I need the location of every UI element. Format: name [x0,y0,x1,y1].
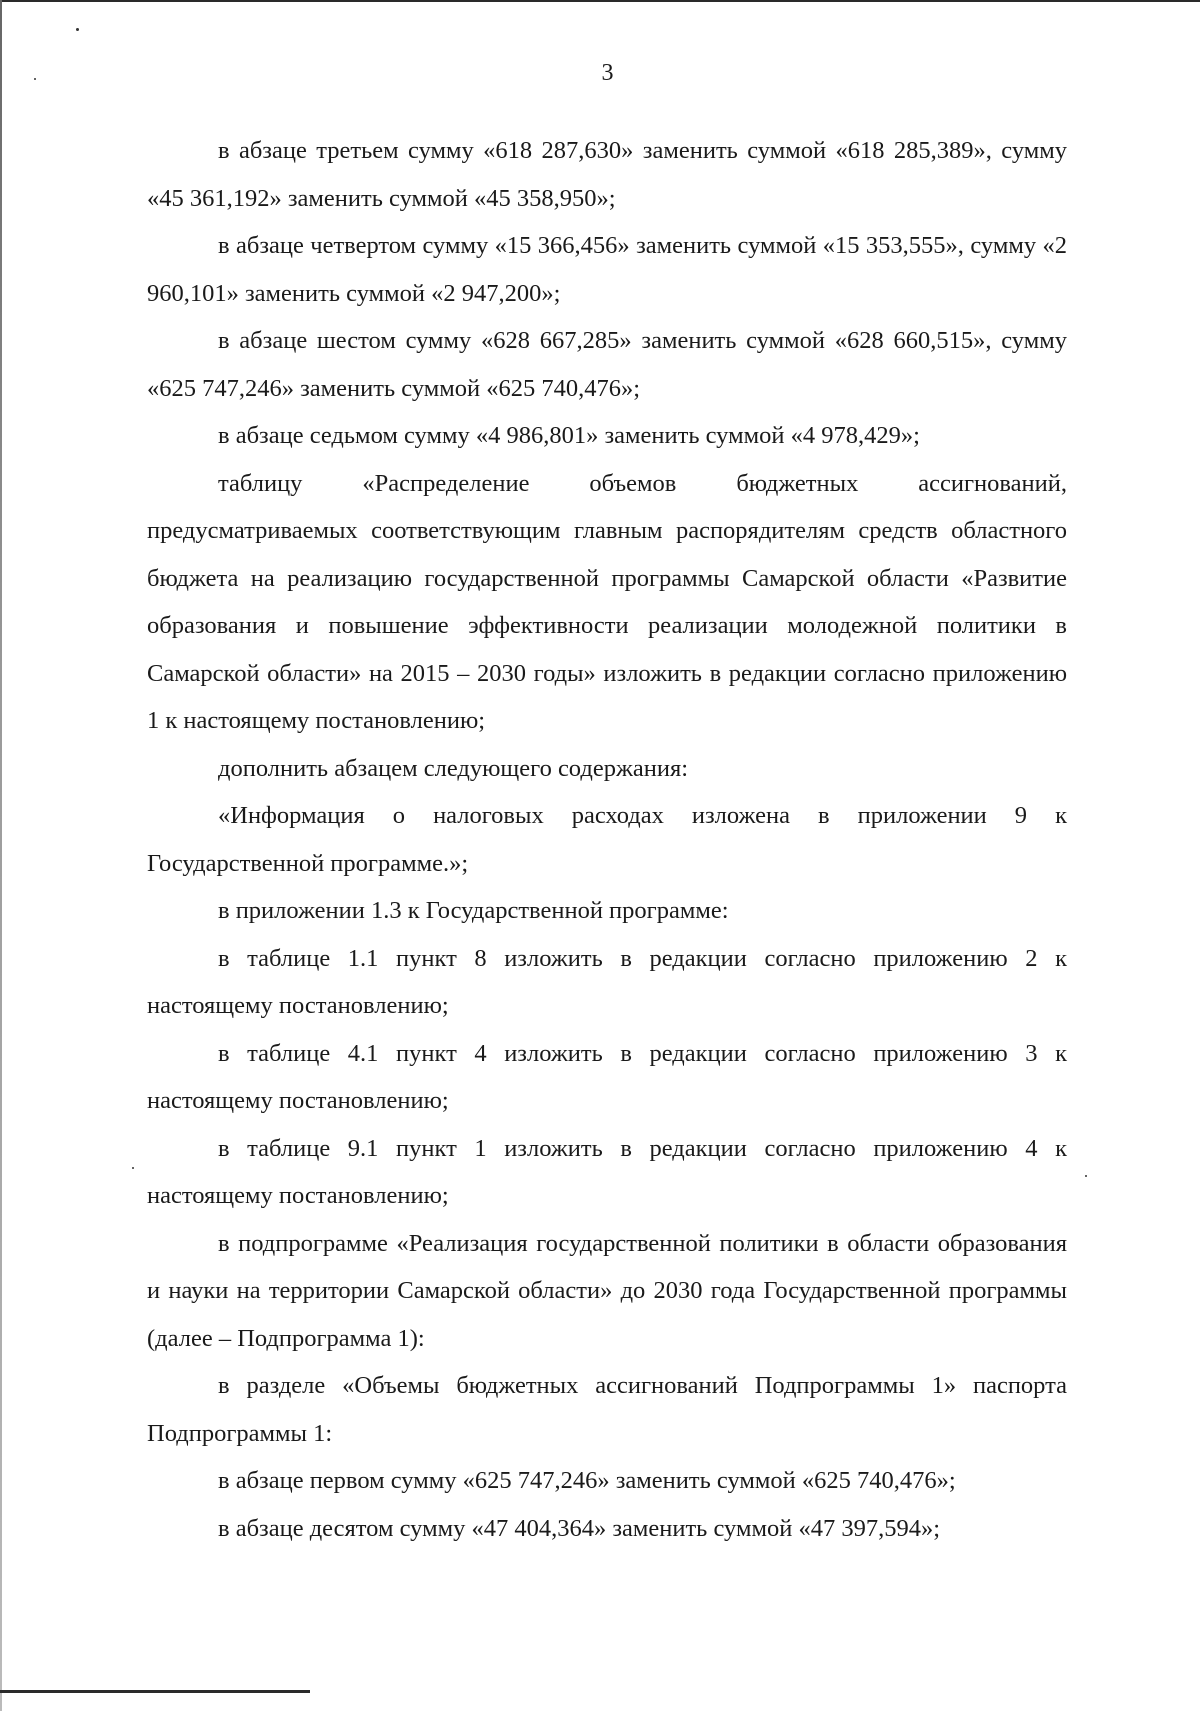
paragraph: в подпрограмме «Реализация государственной политики в области образования и науки на территории Самарской области» до 2030 года Государственной программы (далее – Подпрограмма 1): [147,1229,1067,1352]
paragraph: «Информация о налоговых расходах изложена в приложении 9 к Государственной программе.»; [147,802,1067,877]
paragraph: таблицу «Распределение объемов бюджетных ассигнований, предусматриваемых соответствующим главным распорядителям средств областного бюджета на реализацию государственной программы Самарской области «Развитие образования и повышение эффективности реализации молодежной политики в Самарской области» на 2015 – 2030 годы» изложить в редакции согласно приложению 1 к настоящему постановлению; [147,469,1067,734]
page-number: 3 [601,60,614,86]
scan-border-left [0,0,2,1711]
paragraph: дополнить абзацем следующего содержания: [218,754,689,782]
scan-border-top [0,0,1200,2]
paragraph: в приложении 1.3 к Государственной программе: [218,897,729,924]
paragraph: в таблице 1.1 пункт 8 изложить в редакции согласно приложению 2 к настоящему постановлению; [147,944,1067,1019]
paragraph: в абзаце третьем сумму «618 287,630» заменить суммой «618 285,389», сумму «45 361,192» заменить суммой «45 358,950»; [147,137,1067,212]
scan-border-bottom [0,1690,310,1693]
paragraph: в абзаце четвертом сумму «15 366,456» заменить суммой «15 353,555», сумму «2 960,101» заменить суммой «2 947,200»; [147,232,1067,307]
paragraph: в абзаце шестом сумму «628 667,285» заменить суммой «628 660,515», сумму «625 747,246» заменить суммой «625 740,476»; [147,327,1067,402]
scan-speck [132,1167,134,1169]
scan-speck [1085,1175,1087,1177]
paragraph: в таблице 4.1 пункт 4 изложить в редакции согласно приложению 3 к настоящему постановлению; [147,1039,1067,1114]
document-body [147,127,1067,1552]
scan-speck [76,28,79,31]
paragraph: в абзаце первом сумму «625 747,246» заменить суммой «625 740,476»; [218,1467,956,1494]
paragraph: в абзаце седьмом сумму «4 986,801» заменить суммой «4 978,429»; [218,422,920,449]
paragraph: в абзаце десятом сумму «47 404,364» заменить суммой «47 397,594»; [218,1514,941,1542]
paragraph: в разделе «Объемы бюджетных ассигнований Подпрограммы 1» паспорта Подпрограммы 1: [147,1372,1067,1447]
paragraph: в таблице 9.1 пункт 1 изложить в редакции согласно приложению 4 к настоящему постановлению; [147,1134,1067,1209]
